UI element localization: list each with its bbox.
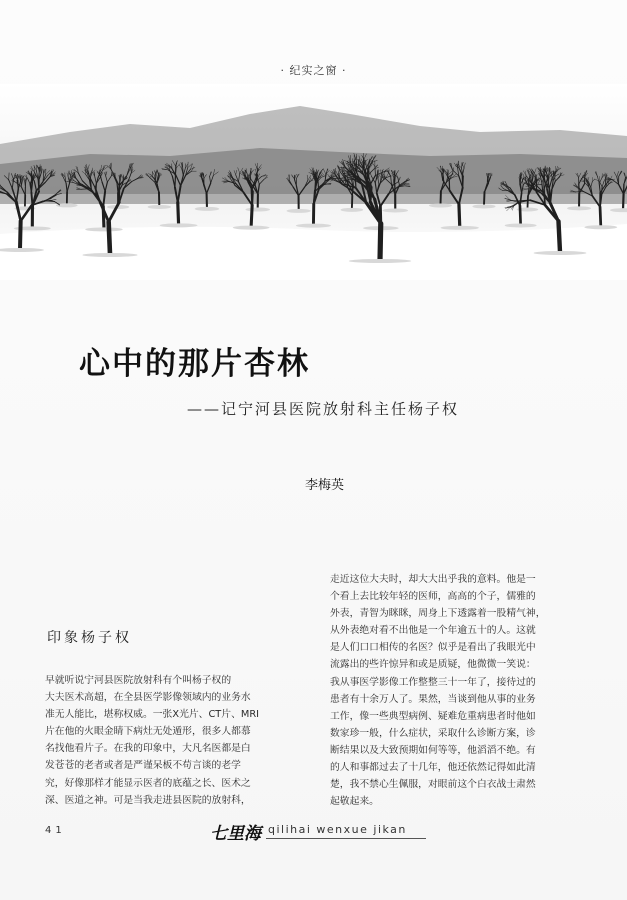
text-line: 我从事医学影像工作整整三十一年了，接待过的 [330, 676, 536, 688]
text-line: 从外表绝对看不出他是一个年逾五十的人。这就 [330, 625, 536, 637]
text-line: 名找他看片子。在我的印象中，大凡名医都是白 [45, 743, 251, 755]
text-line: 流露出的些许惊异和或是质疑，他微微一笑说： [330, 659, 536, 671]
text-line: 走近这位大夫时，却大大出乎我的意料。他是一 [330, 574, 536, 585]
text-line: 深、医道之神。可是当我走进县医院的放射科， [45, 794, 251, 806]
text-line: 楚，我不禁心生佩服，对眼前这个白衣战士肃然 [330, 779, 536, 791]
text-line: 外表，青智为眯眯，周身上下透露着一股精气神， [330, 608, 546, 620]
text-line: 大夫医术高超，在全县医学影像领域内的业务水 [45, 692, 251, 704]
magazine-name-pinyin: qilihai wenxue jikan [268, 823, 407, 836]
footer-rule [266, 838, 426, 839]
text-line: 个看上去比较年轻的医师，高高的个子，儒雅的 [330, 591, 536, 603]
text-line: 患者有十余万人了。果然，当谈到他从事的业务 [330, 693, 536, 705]
hero-photo-apricot-orchard [0, 84, 627, 280]
text-line: 早就听说宁河县医院放射科有个叫杨子权的 [45, 675, 232, 686]
body-column-left [45, 672, 303, 809]
body-column-right [330, 571, 580, 810]
article-author: 李梅英 [305, 478, 345, 493]
section-heading: 印象杨子权 [47, 630, 132, 646]
text-line: 是人们口口相传的名医？似乎是看出了我眼光中 [330, 642, 536, 654]
text-line: 起敬起来。 [330, 796, 379, 808]
page-number: 41 [45, 825, 66, 836]
text-line: 工作，像一些典型病例、疑难危重病患者时他如 [330, 710, 536, 722]
text-line: 数家珍一般，什么症状，采取什么诊断方案，诊 [330, 727, 536, 739]
text-line: 准无人能比，堪称权威。一张X光片、CT片、MRI [45, 709, 260, 721]
text-line: 断结果以及大致预期如何等等，他滔滔不绝。有 [330, 744, 536, 756]
text-line: 片在他的火眼金睛下病灶无处遁形，很多人都慕 [45, 726, 251, 738]
text-line: 的人和事都过去了十几年，他还依然记得如此清 [330, 762, 536, 774]
text-line: 发苍苍的老者或者是严谨呆板不苟言谈的老学 [45, 760, 241, 772]
text-line: 究，好像那样才能显示医者的底蕴之长、医术之 [45, 777, 251, 789]
article-subtitle: ——记宁河县医院放射科主任杨子权 [187, 400, 460, 418]
section-tag: · 纪实之窗 · [280, 64, 347, 77]
article-title: 心中的那片杏林 [79, 346, 310, 382]
magazine-logo: 七里海 [210, 824, 261, 844]
